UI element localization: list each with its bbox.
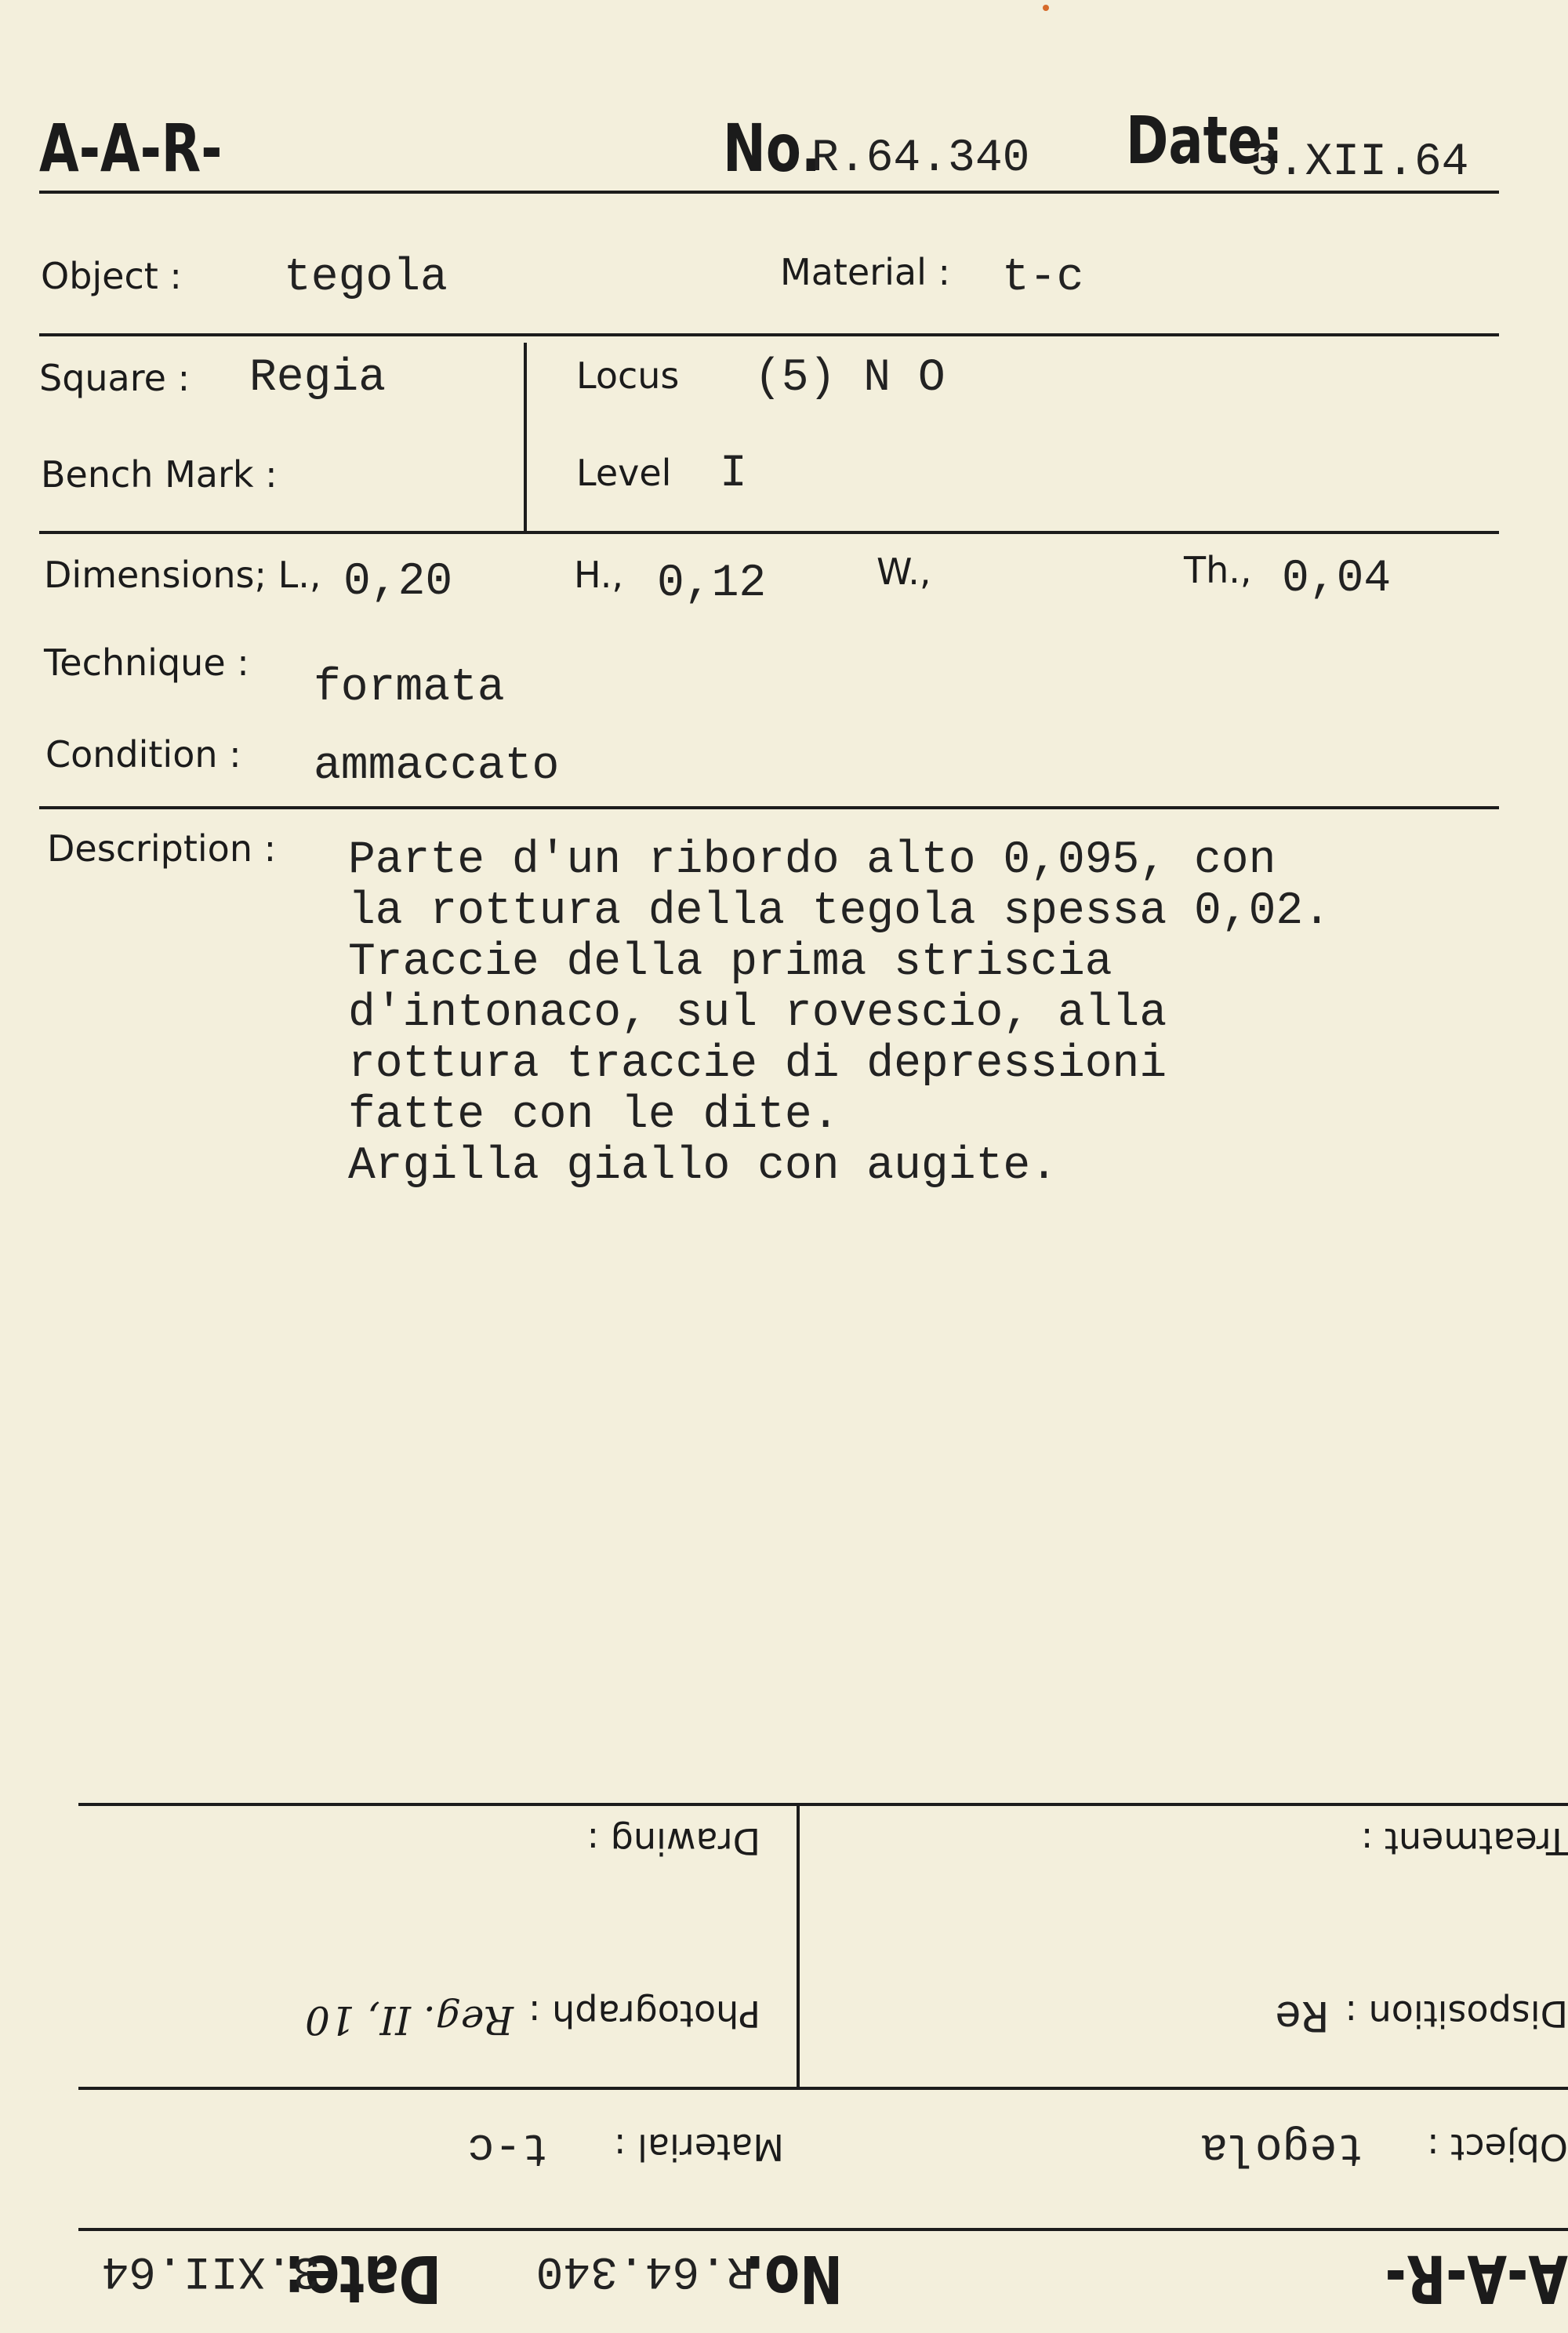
lower-top-rule [78, 1803, 1568, 1806]
disposition-value: Re [1274, 1988, 1329, 2039]
lower-date-label: Date: [284, 2240, 441, 2317]
object-value: tegola [284, 253, 448, 303]
description-line: Parte d'un ribordo alto 0,095, con [348, 835, 1276, 886]
lower-catalog-number-value: R.64.340 [535, 2244, 754, 2295]
header-rule [39, 191, 1499, 194]
photograph-label: Photograph : [528, 1993, 760, 2035]
lower-org-code: A-A-R- [1385, 2240, 1568, 2317]
drawing-label: Drawing : [586, 1820, 760, 1862]
date-label: Date: [1126, 102, 1283, 179]
description-line: fatte con le dite. [348, 1090, 840, 1141]
dimension-h-label: H., [574, 554, 624, 596]
inverted-card-section [0, 1686, 1568, 2333]
dimensions-label: Dimensions; L., [44, 554, 321, 596]
disposition-label: Disposition : [1345, 1993, 1568, 2035]
description-line: rottura traccie di depressioni [348, 1039, 1167, 1090]
photograph-value: Reg. II, 10 [305, 1997, 514, 2043]
material-label: Material : [780, 251, 950, 293]
description-line: Argilla giallo con augite. [348, 1141, 1058, 1192]
dimension-l-value: 0,20 [343, 557, 453, 608]
dimension-th-value: 0,04 [1282, 554, 1392, 605]
lower-material-value: t-c [466, 2121, 549, 2172]
condition-value: ammaccato [314, 741, 560, 792]
dimension-h-value: 0,12 [657, 558, 767, 609]
org-code: A-A-R- [39, 110, 223, 187]
condition-rule [39, 806, 1499, 809]
description-line: Traccie della prima striscia [348, 937, 1112, 988]
date-value: 3.XII.64 [1250, 137, 1469, 188]
lower-date-value: 3.XII.64 [101, 2244, 320, 2295]
square-locus-divider [524, 343, 527, 531]
material-value: t-c [1002, 253, 1084, 303]
catalog-number-value: R.64.340 [811, 133, 1030, 184]
locus-label: Locus [576, 354, 680, 397]
description-label: Description : [47, 827, 277, 870]
lower-divider [797, 1806, 800, 2088]
description-text [348, 835, 1524, 1192]
level-label: Level [576, 452, 672, 494]
square-rule [39, 531, 1499, 534]
lower-catalog-number-label: No. [745, 2240, 843, 2317]
lower-header-rule [78, 2228, 1568, 2231]
object-rule [39, 333, 1499, 336]
dimension-w-label: W., [877, 551, 931, 593]
square-label: Square : [39, 357, 191, 399]
dimension-th-label: Th., [1184, 549, 1252, 591]
condition-label: Condition : [45, 733, 241, 776]
description-line: la rottura della tegola spessa 0,02. [348, 886, 1331, 937]
technique-value: formata [314, 663, 505, 714]
lower-object-rule [78, 2087, 1568, 2090]
technique-label: Technique : [44, 641, 249, 684]
catalog-number-label: No. [723, 110, 821, 187]
level-value: I [720, 449, 747, 500]
lower-object-label: Object : [1427, 2126, 1568, 2168]
ink-speck [1043, 5, 1049, 11]
bench-mark-label: Bench Mark : [41, 453, 278, 496]
square-value: Regia [249, 353, 387, 404]
object-label: Object : [41, 255, 182, 297]
locus-value: (5) N O [754, 353, 946, 404]
lower-material-label: Material : [614, 2126, 784, 2168]
treatment-label: Treatment : [1360, 1820, 1568, 1862]
description-line: d'intonaco, sul rovescio, alla [348, 988, 1167, 1039]
lower-object-value: tegola [1200, 2121, 1364, 2172]
